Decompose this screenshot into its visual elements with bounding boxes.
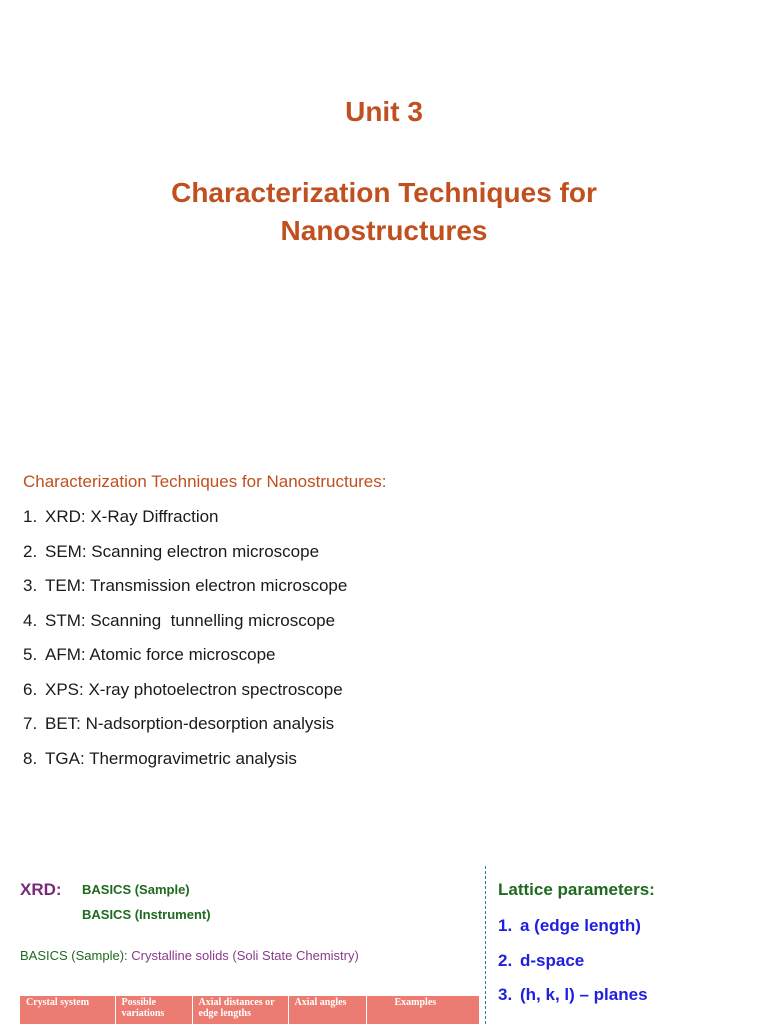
list-item (498, 916, 648, 951)
item-number: 5. (23, 645, 38, 664)
list-item (23, 644, 347, 679)
unit-subtitle (84, 174, 684, 250)
item-number: 7. (23, 714, 38, 733)
crystal-system-table (20, 996, 480, 1024)
item-text: XPS: X-ray photoelectron spectroscope (45, 679, 343, 699)
table-header-cell: Possible variations (115, 996, 192, 1024)
list-item (498, 985, 648, 1020)
basics-sample-description (20, 948, 359, 963)
item-number: 8. (23, 748, 38, 768)
xrd-label: XRD: (20, 880, 62, 899)
item-number: 3. (23, 576, 38, 595)
table-header-cell: Axial angles (288, 996, 366, 1024)
item-text: d-space (520, 950, 585, 970)
item-number: 4. (23, 610, 38, 630)
list-item (23, 541, 347, 576)
list-item (23, 610, 347, 645)
subtitle-line: Nanostructures (280, 215, 488, 246)
item-number: 1. (23, 507, 38, 526)
techniques-heading: Characterization Techniques for Nanostructures: (23, 472, 387, 491)
list-item (23, 679, 347, 714)
basics-sample-label: BASICS (Sample) (82, 882, 190, 897)
table-header-row (20, 996, 479, 1024)
list-item (498, 951, 648, 986)
list-item (23, 506, 347, 541)
techniques-list (23, 506, 347, 782)
lattice-parameters-list (498, 916, 648, 1020)
basics-sample-text: Crystalline solids (Soli State Chemistry) (131, 948, 359, 963)
table-header-cell: Crystal system (20, 996, 115, 1024)
basics-sample-prefix: BASICS (Sample): (20, 948, 132, 963)
list-item (23, 575, 347, 610)
unit-title: Unit 3 (345, 96, 423, 127)
item-text: STM: Scanning tunnelling microscope (45, 610, 336, 630)
subtitle-line: Characterization Techniques for (171, 177, 597, 208)
item-text: TEM: Transmission electron microscope (45, 576, 348, 595)
item-text: XRD: X-Ray Diffraction (45, 507, 219, 526)
list-item (23, 713, 347, 748)
item-number: 3. (498, 985, 513, 1004)
lattice-parameters-heading: Lattice parameters: (498, 880, 655, 899)
item-number: 2. (498, 950, 513, 970)
item-text: a (edge length) (520, 916, 641, 935)
item-number: 2. (23, 541, 38, 561)
item-text: SEM: Scanning electron microscope (45, 541, 320, 561)
item-number: 6. (23, 679, 38, 699)
item-text: (h, k, l) – planes (520, 985, 648, 1004)
item-number: 1. (498, 916, 513, 935)
basics-instrument-label: BASICS (Instrument) (82, 907, 211, 922)
item-text: BET: N-adsorption-desorption analysis (45, 714, 335, 733)
table-header-cell: Examples (366, 996, 479, 1024)
item-text: TGA: Thermogravimetric analysis (45, 748, 297, 768)
list-item (23, 748, 347, 783)
item-text: AFM: Atomic force microscope (45, 645, 276, 664)
section-divider (485, 866, 486, 1024)
table-header-cell: Axial distances or edge lengths (192, 996, 288, 1024)
